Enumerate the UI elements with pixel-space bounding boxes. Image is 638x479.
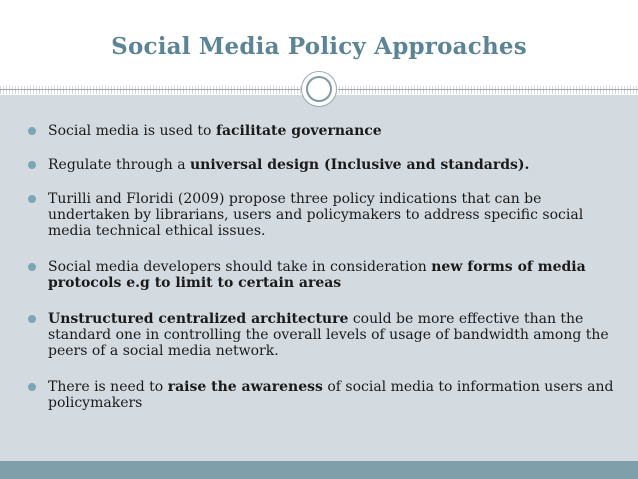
bullet-item <box>28 157 618 173</box>
bullet-dot-icon <box>28 161 36 169</box>
bullet-dot-icon <box>28 195 36 203</box>
bullet-emphasis: Unstructured centralized architecture <box>48 311 349 327</box>
bullet-emphasis: universal design (Inclusive and standards). <box>190 157 530 173</box>
bullet-item <box>28 123 618 139</box>
bullet-text: Social media developers should take in consideration <box>48 259 432 275</box>
divider-line-left <box>0 89 300 90</box>
bullet-list <box>28 123 618 411</box>
bullet-item <box>28 311 618 359</box>
title-area <box>0 0 638 80</box>
bullet-item <box>28 379 618 411</box>
bullet-text: of social media to information users and policymakers <box>48 379 614 411</box>
footer-bar <box>0 461 638 479</box>
bullet-item <box>28 191 618 239</box>
slide-title: Social Media Policy Approaches <box>111 33 527 60</box>
bullet-text: could be more effective than the standard one in controlling the overall levels of usage of bandwidth among the peers of a social media network. <box>48 311 609 359</box>
bullet-dot-icon <box>28 315 36 323</box>
bullet-dot-icon <box>28 383 36 391</box>
bullet-text: Social media is used to <box>48 123 216 139</box>
content-area <box>0 95 638 461</box>
bullet-emphasis: new forms of media protocols e.g to limit to certain areas <box>48 259 586 291</box>
circle-ornament-inner <box>306 76 332 102</box>
bullet-emphasis: facilitate governance <box>215 123 382 139</box>
bullet-dot-icon <box>28 127 36 135</box>
bullet-emphasis: raise the awareness <box>167 379 323 395</box>
bullet-text: Turilli and Floridi (2009) propose three policy indications that can be undertaken by librarians, users and policymakers to address specific social media technical ethical issues. <box>48 191 584 239</box>
bullet-text: Regulate through a <box>48 157 190 173</box>
bullet-dot-icon <box>28 263 36 271</box>
bullet-item <box>28 259 618 291</box>
bullet-text: There is need to <box>48 379 168 395</box>
divider-line-right <box>338 89 638 90</box>
circle-ornament-icon <box>301 71 337 107</box>
